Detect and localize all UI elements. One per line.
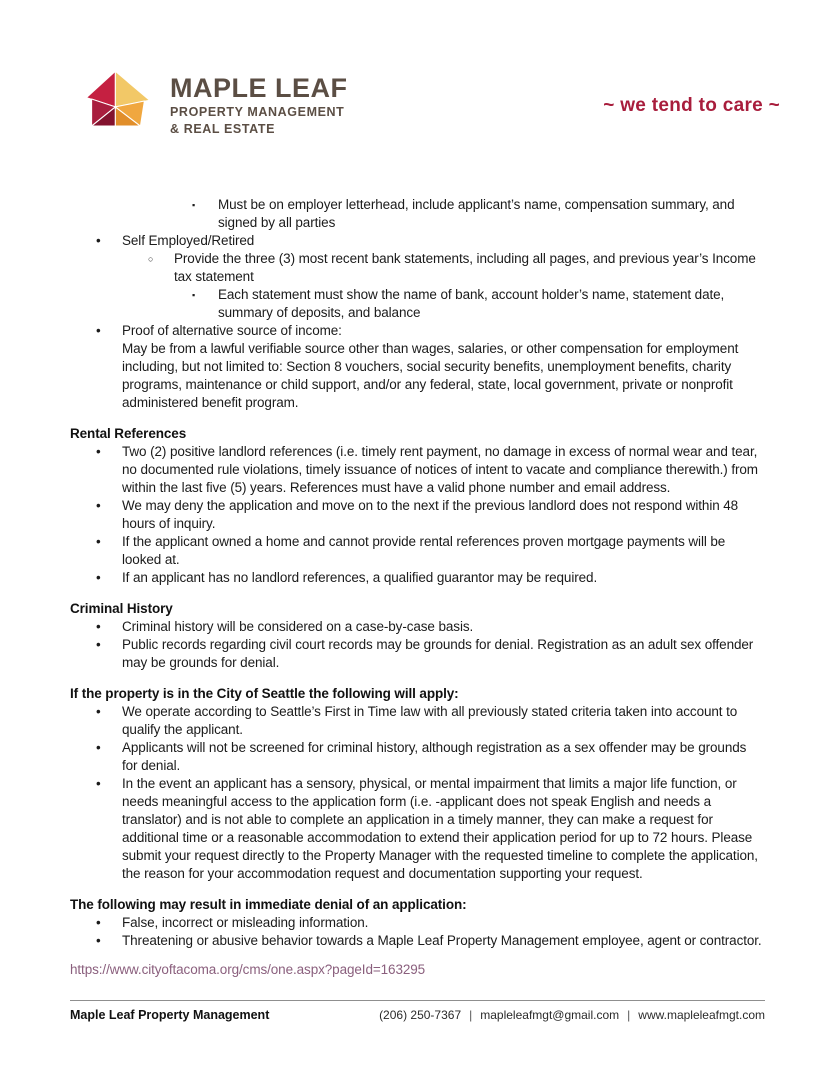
bullet-item — [70, 914, 765, 932]
page-footer — [70, 1000, 765, 1022]
logo-text — [170, 68, 348, 138]
tagline: ~ we tend to care ~ — [603, 95, 780, 116]
bullet-icon: • — [96, 570, 101, 585]
bullet-item — [70, 932, 765, 950]
footer-email: mapleleafmgt@gmail.com — [480, 1008, 620, 1022]
bullet-text: We operate according to Seattle’s First in Time law with all previously stated criteria taken into account to qualify the applicant. — [122, 704, 738, 737]
bullet-icon: • — [96, 233, 101, 248]
footer-contact-info — [379, 1008, 765, 1022]
bullet-continuation-text: May be from a lawful verifiable source other than wages, salaries, or other compensation for employment including, but not limited to: Section 8 vouchers, social security benefits, unemployment benefits, charity programs, maintenance or child support, and/or any federal, state, local government, private or nonprofit administered benefit program. — [122, 341, 739, 410]
bullet-icon: • — [96, 933, 101, 948]
bullet-icon: • — [96, 498, 101, 513]
bullet-item — [70, 232, 765, 250]
bullet-item — [70, 196, 765, 232]
section-heading: If the property is in the City of Seattle the following will apply: — [70, 686, 459, 701]
bullet-item — [70, 250, 765, 286]
bullet-item — [70, 618, 765, 636]
bullet-icon: ○ — [148, 254, 154, 264]
logo-subtitle-2: & REAL ESTATE — [170, 122, 276, 136]
bullet-text: Criminal history will be considered on a case-by-case basis. — [122, 619, 474, 634]
bullet-text: We may deny the application and move on to the next if the previous landlord does not respond within 48 hours of inquiry. — [122, 498, 739, 531]
bullet-icon: • — [96, 915, 101, 930]
bullet-text: Must be on employer letterhead, include applicant’s name, compensation summary, and signed by all parties — [218, 197, 735, 230]
bullet-icon: • — [96, 444, 101, 459]
bullet-text: If the applicant owned a home and cannot provide rental references proven mortgage payments will be looked at. — [122, 534, 726, 567]
bullet-text: Threatening or abusive behavior towards a Maple Leaf Property Management employee, agent or contractor. — [122, 933, 762, 948]
bullet-item — [70, 286, 765, 322]
bullet-item — [70, 533, 765, 569]
bullet-icon: • — [96, 740, 101, 755]
bullet-text: False, incorrect or misleading information. — [122, 915, 369, 930]
logo-subtitle-1: PROPERTY MANAGEMENT — [170, 105, 345, 119]
bullet-icon: • — [96, 619, 101, 634]
bullet-text: In the event an applicant has a sensory, physical, or mental impairment that limits a major life function, or needs meaningful access to the application form (i.e. -applicant does not speak English and needs a translator) and is not able to complete an application in a timely manner, they can make a request for additional time or a reasonable accommodation to extend their application period for up to 72 hours. Please submit your request directly to the Property Manager with the requested timeline to complete the application, the reason for your accommodation request and documentation supporting your request. — [122, 776, 758, 881]
bullet-item — [70, 775, 765, 883]
footer-company-name: Maple Leaf Property Management — [70, 1008, 270, 1022]
footer-phone: (206) 250-7367 — [379, 1008, 462, 1022]
house-logo-icon — [85, 68, 151, 130]
bullet-text: Each statement must show the name of bank, account holder’s name, statement date, summary of deposits, and balance — [218, 287, 725, 320]
bullet-item — [70, 739, 765, 775]
bullet-icon: • — [96, 637, 101, 652]
bullet-item — [70, 569, 765, 587]
cityoftacoma-link[interactable]: https://www.cityoftacoma.org/cms/one.aspx?pageId=163295 — [70, 962, 426, 977]
bullet-item — [70, 322, 765, 412]
bullet-item — [70, 636, 765, 672]
bullet-text: Provide the three (3) most recent bank statements, including all pages, and previous year’s Income tax statement — [174, 251, 756, 284]
bullet-text: Public records regarding civil court records may be grounds for denial. Registration as an adult sex offender may be grounds for denial. — [122, 637, 754, 670]
footer-separator: | — [469, 1008, 473, 1022]
bullet-text: Applicants will not be screened for criminal history, although registration as a sex offender may be grounds for denial. — [122, 740, 747, 773]
section-heading: Criminal History — [70, 601, 173, 616]
bullet-text: If an applicant has no landlord references, a qualified guarantor may be required. — [122, 570, 598, 585]
footer-separator: | — [627, 1008, 631, 1022]
section-heading: The following may result in immediate denial of an application: — [70, 897, 467, 912]
bullet-icon: • — [96, 776, 101, 791]
footer-website: www.mapleleafmgt.com — [638, 1008, 765, 1022]
bullet-icon: • — [96, 704, 101, 719]
logo-title: MAPLE LEAF — [170, 73, 348, 103]
bullet-icon: ▪ — [192, 200, 196, 210]
bullet-icon: • — [96, 534, 101, 549]
bullet-item — [70, 443, 765, 497]
bullet-text: Self Employed/Retired — [122, 233, 255, 248]
bullet-text: Proof of alternative source of income: May be from a lawful verifiable source other than wages, salaries, or other compensation for employment including, but not limited to: Section 8 vouchers, social security benefits, unemployment benefits, charity programs, maintenance or child support, and/or any federal, state, local government, private or nonprofit administered benefit program. — [122, 322, 765, 412]
document-body — [70, 196, 765, 979]
bullet-item — [70, 703, 765, 739]
bullet-item — [70, 497, 765, 533]
criteria-sections — [70, 196, 765, 950]
bullet-icon: ▪ — [192, 290, 196, 300]
bullet-icon: • — [96, 323, 101, 338]
section-heading: Rental References — [70, 426, 187, 441]
company-logo — [85, 68, 348, 138]
bullet-text: Two (2) positive landlord references (i.e. timely rent payment, no damage in excess of normal wear and tear, no documented rule violations, timely issuance of notices of intent to vacate and compliance therewith.) from within the last five (5) years. References must have a valid phone number and email address. — [122, 444, 758, 495]
